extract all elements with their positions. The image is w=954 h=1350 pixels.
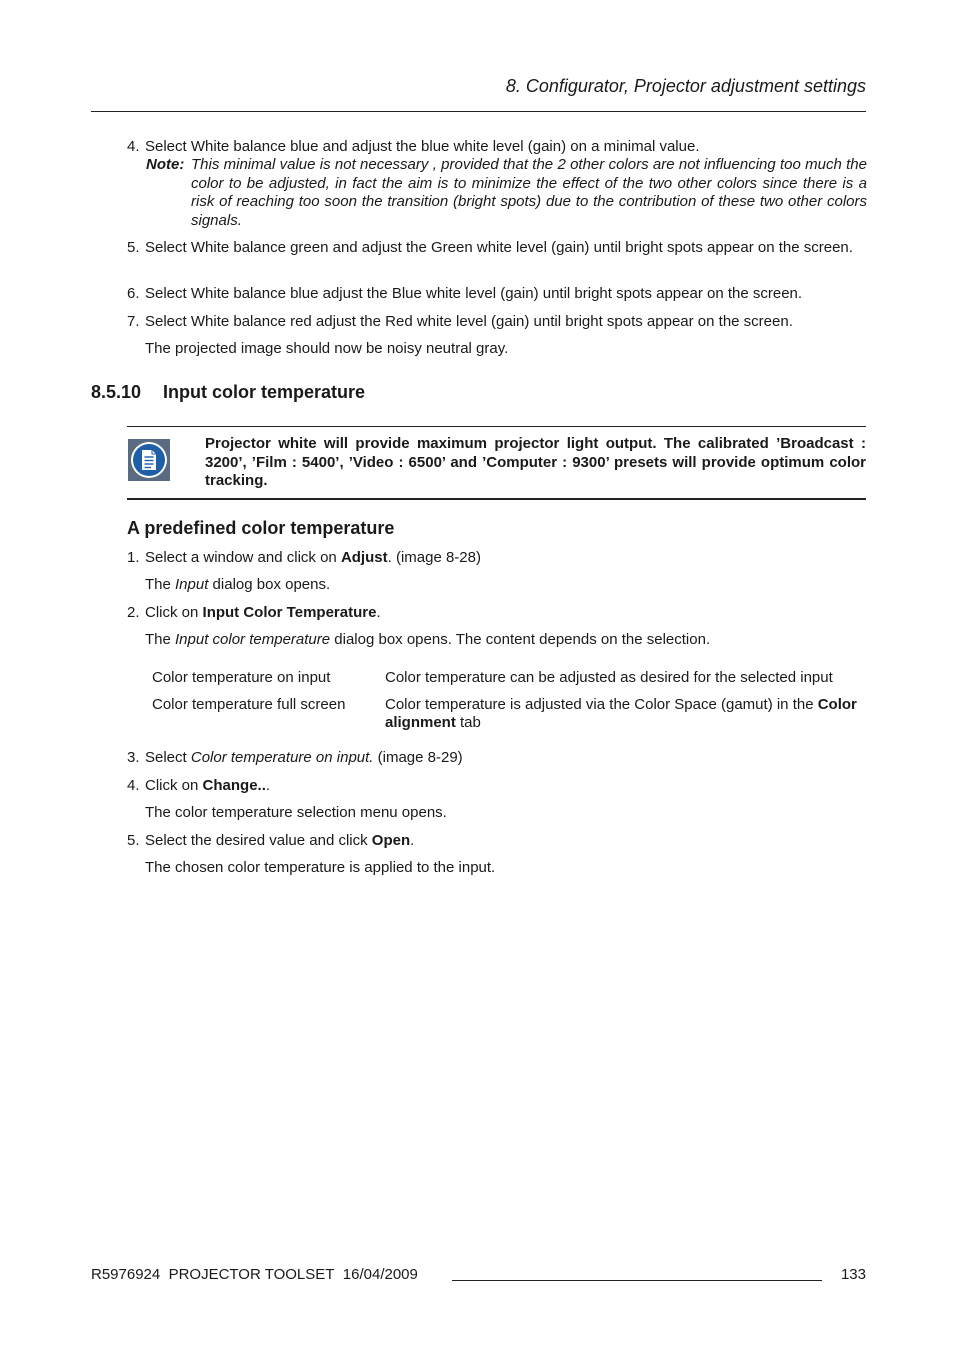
list-item xyxy=(127,831,867,850)
note-label: Note: xyxy=(146,156,185,173)
result-italic: Input xyxy=(175,576,209,593)
step-result: The projected image should now be noisy neutral gray. xyxy=(145,340,509,357)
section-heading xyxy=(91,382,365,403)
step-number: 4. xyxy=(127,777,140,794)
document-info-icon xyxy=(128,439,170,481)
product-name: PROJECTOR TOOLSET xyxy=(168,1266,335,1283)
subsection-heading: A predefined color temperature xyxy=(127,518,395,538)
step-number: 1. xyxy=(127,549,140,566)
step-number: 6. xyxy=(127,285,140,302)
step-result: The chosen color temperature is applied to the input. xyxy=(145,859,496,876)
step-text: Select White balance blue adjust the Blue white level (gain) until bright spots appear on the screen. xyxy=(145,285,803,302)
list-item xyxy=(127,312,867,331)
list-item xyxy=(127,238,867,257)
header-rule xyxy=(91,111,866,112)
step-text-bold: Change.. xyxy=(202,777,266,794)
note-text: This minimal value is not necessary , provided that the 2 other colors are not influencing too much the color to be adjusted, in fact the aim is to minimize the effect of the two other colors since there is a risk of reaching too soon the transition (bright spots) due to the contribution of these two other colors signals. xyxy=(191,156,867,229)
step-text-pre: Select xyxy=(145,749,191,766)
page-number: 133 xyxy=(840,1266,866,1283)
list-item xyxy=(127,548,867,567)
table-row xyxy=(152,669,866,696)
table-row xyxy=(152,696,866,733)
step-text-post: . xyxy=(410,832,415,849)
table-desc xyxy=(385,696,866,733)
step-result xyxy=(127,575,885,594)
step-number: 5. xyxy=(127,832,140,849)
list-item xyxy=(127,748,867,767)
desc-pre: Color temperature can be adjusted as desired for the selected input xyxy=(385,669,833,686)
step-text: Select White balance green and adjust the Green white level (gain) until bright spots appear on the screen. xyxy=(145,239,853,256)
options-table xyxy=(152,669,866,733)
step-text-post: . xyxy=(265,777,271,794)
list-item xyxy=(127,284,867,303)
list-item xyxy=(127,776,867,795)
step-text-pre: Click on xyxy=(145,777,203,794)
step-text-post: (image 8-29) xyxy=(373,749,463,766)
info-box-top-rule xyxy=(127,426,866,427)
table-term: Color temperature full screen xyxy=(152,695,346,713)
doc-id: R5976924 xyxy=(91,1266,161,1283)
desc-bold: Color alignment xyxy=(385,695,857,731)
step-number: 4. xyxy=(127,138,140,155)
step-number: 3. xyxy=(127,749,140,766)
footer-info xyxy=(91,1266,418,1283)
step-result: The color temperature selection menu opens. xyxy=(145,804,447,821)
step-result xyxy=(127,630,885,649)
result-italic: Input color temperature xyxy=(175,631,331,648)
step-text-pre: Select a window and click on xyxy=(145,549,341,566)
step-text-post: . (image 8-28) xyxy=(387,549,481,566)
step-text: Select White balance red adjust the Red white level (gain) until bright spots appear on the screen. xyxy=(145,313,793,330)
list-item xyxy=(127,603,867,622)
step-text-pre: Click on xyxy=(145,604,203,621)
step-number: 7. xyxy=(127,313,140,330)
step-text-pre: Select the desired value and click xyxy=(145,832,372,849)
info-box-text: Projector white will provide maximum projector light output. The calibrated ’Broadcast : 3200’, ’Film : 5400’, ’Video : 6500’ and ’Computer : 9300’ presets will provide optimum color tracking. xyxy=(205,435,866,489)
desc-post: tab xyxy=(455,714,481,731)
result-post: dialog box opens. xyxy=(208,576,331,593)
doc-date: 16/04/2009 xyxy=(342,1266,418,1283)
step-text-bold: Input Color Temperature xyxy=(202,604,377,621)
info-box-bottom-rule xyxy=(127,498,866,500)
step-number: 2. xyxy=(127,604,140,621)
step-text-bold: Open xyxy=(371,832,411,849)
desc-pre: Color temperature is adjusted via the Color Space (gamut) in the xyxy=(385,695,818,713)
footer-rule xyxy=(452,1280,822,1281)
section-title: Input color temperature xyxy=(163,382,366,402)
list-item xyxy=(127,137,867,156)
result-pre: The xyxy=(145,576,176,593)
running-header: 8. Configurator, Projector adjustment settings xyxy=(505,76,866,96)
step-number: 5. xyxy=(127,239,140,256)
step-text: Select White balance blue and adjust the blue white level (gain) on a minimal value. xyxy=(145,138,700,155)
result-pre: The xyxy=(145,631,176,648)
step-text-bold: Adjust xyxy=(340,549,388,566)
result-post: dialog box opens. The content depends on the selection. xyxy=(330,631,711,648)
table-term: Color temperature on input xyxy=(152,669,331,686)
step-text-post: . xyxy=(376,604,381,621)
step-text-italic: Color temperature on input. xyxy=(190,749,374,766)
table-desc xyxy=(385,669,866,696)
section-number: 8.5.10 xyxy=(91,382,142,402)
